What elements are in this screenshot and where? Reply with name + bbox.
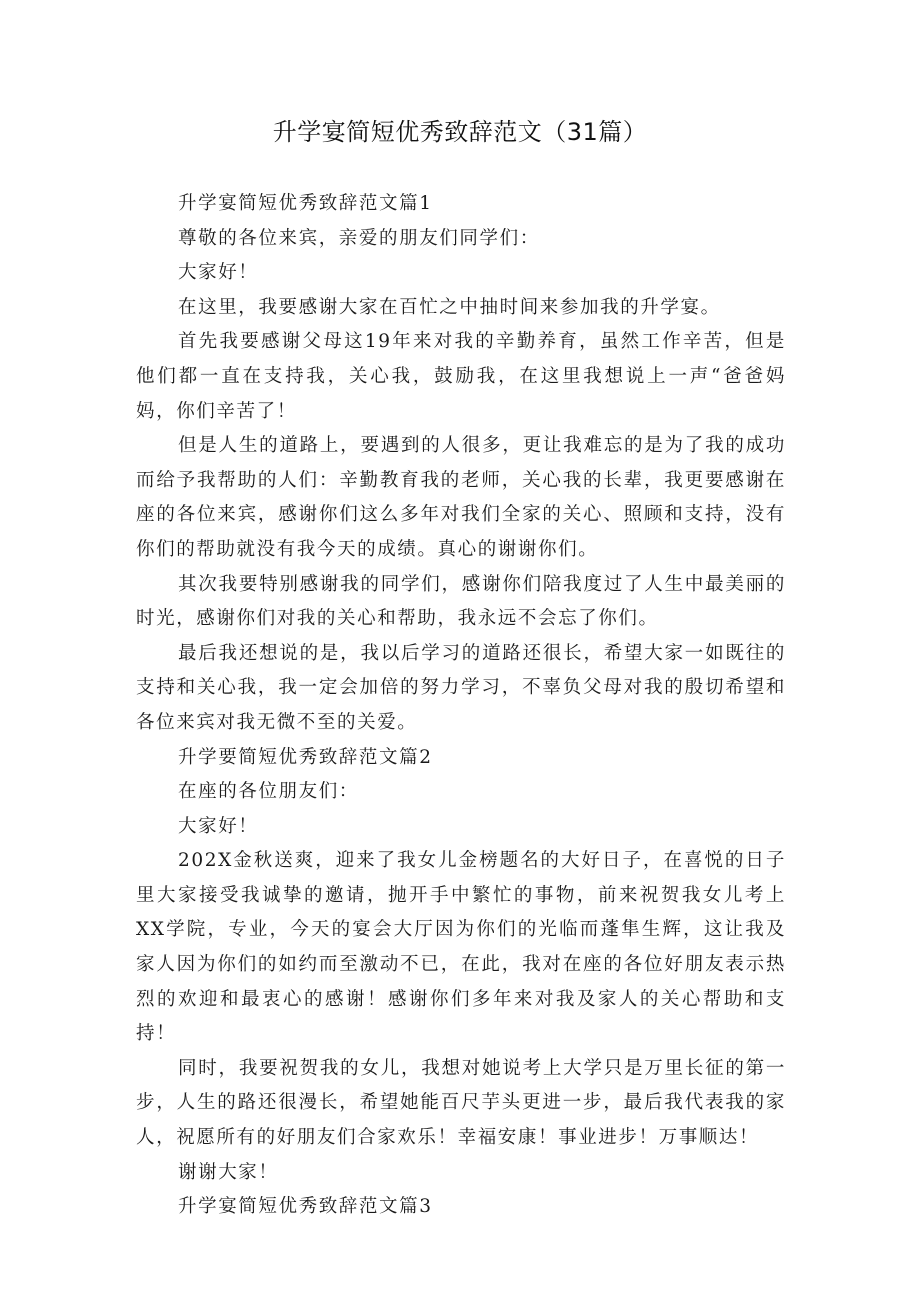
- document-body: [136, 187, 786, 1225]
- section-heading-1: 升学宴简短优秀致辞范文篇1: [178, 193, 433, 214]
- paragraph: 202X金秋送爽，迎来了我女儿金榜题名的大好日子，在喜悦的日子里大家接受我诚挚的邀请，抛开手中繁忙的事物，前来祝贺我女儿考上XX学院，专业，今天的宴会大厅因为你们的光临而蓬隼生辉，这让我及家人因为你们的如约而至激动不已，在此，我对在座的各位好朋友表示热烈的欢迎和最衷心的感谢！感谢你们多年来对我及家人的关心帮助和支持！: [136, 850, 786, 1045]
- salutation: 尊敬的各位来宾，亲爱的朋友们同学们：: [178, 227, 540, 249]
- greeting: 大家好！: [178, 815, 259, 837]
- paragraph: 最后我还想说的是，我以后学习的道路还很长，希望大家一如既往的支持和关心我，我一定会加倍的努力学习，不辜负父母对我的殷切希望和各位来宾对我无微不至的关爱。: [136, 642, 786, 733]
- document-title: 升学宴简短优秀致辞范文（31篇）: [272, 118, 648, 146]
- section-heading-2: 升学要简短优秀致辞范文篇2: [178, 746, 433, 768]
- section-heading-3: 升学宴简短优秀致辞范文篇3: [178, 1196, 433, 1218]
- paragraph: 在这里，我要感谢大家在百忙之中抽时间来参加我的升学宴。: [178, 296, 721, 318]
- greeting: 大家好！: [178, 262, 259, 284]
- paragraph: 其次我要特别感谢我的同学们，感谢你们陪我度过了人生中最美丽的时光，感谢你们对我的关心和帮助，我永远不会忘了你们。: [136, 573, 786, 630]
- salutation: 在座的各位朋友们：: [178, 781, 359, 803]
- paragraph: 首先我要感谢父母这19年来对我的辛勤养育，虽然工作辛苦，但是他们都一直在支持我，关心我，鼓励我，在这里我想说上一声“爸爸妈妈，你们辛苦了！: [136, 331, 786, 422]
- closing: 谢谢大家！: [178, 1161, 279, 1183]
- paragraph: 但是人生的道路上，要遇到的人很多，更让我难忘的是为了我的成功而给予我帮助的人们：辛勤教育我的老师，关心我的长辈，我更要感谢在座的各位来宾，感谢你们这么多年对我们全家的关心、照顾和支持，没有你们的帮助就没有我今天的成绩。真心的谢谢你们。: [136, 435, 786, 560]
- paragraph: 同时，我要祝贺我的女儿，我想对她说考上大学只是万里长征的第一步，人生的路还很漫长，希望她能百尺芋头更进一步，最后我代表我的家人，祝愿所有的好朋友们合家欢乐！幸福安康！事业进步！万事顺达！: [136, 1057, 786, 1149]
